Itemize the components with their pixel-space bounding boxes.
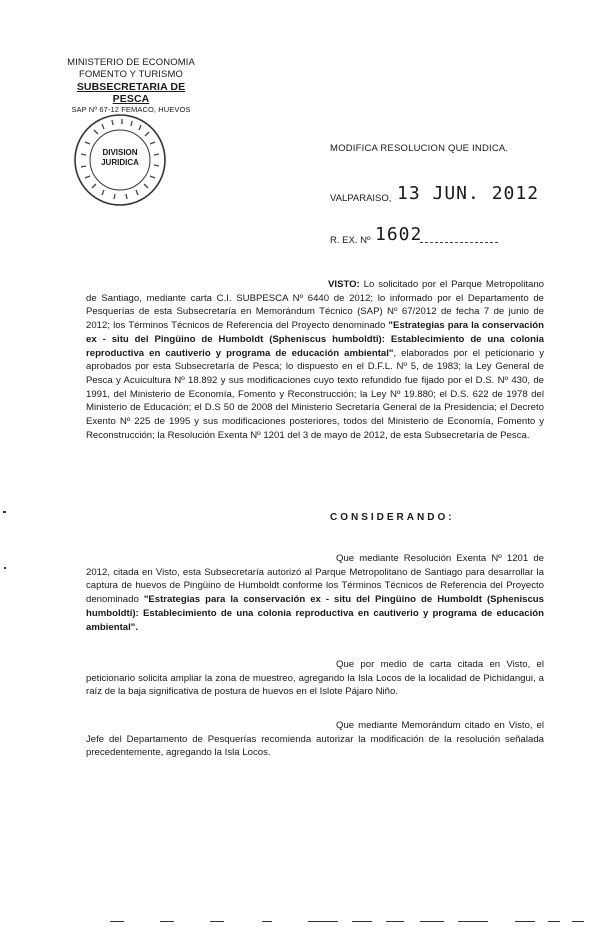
rex-label: R. EX. Nº [330, 235, 371, 246]
document-date: 13 JUN. 2012 [397, 183, 540, 204]
footer-rule [160, 921, 174, 922]
margin-mark [3, 511, 6, 513]
footer-rule [515, 921, 535, 922]
visto-paragraph: VISTO: Lo solicitado por el Parque Metropolitano de Santiago, mediante carta C.I. SUBPESCA Nº 6440 de 2012; lo informado por el Departamento de Pesquerías de esta Subsecretaría en Memorándum Técnico (SAP) Nº 67/2012 de fecha 7 de junio de 2012; los Términos Técnicos de Referencia del Proyecto denominado "Estrategias para la conservación ex - situ del Pingüino de Humboldt (Spheniscus humboldti): Establecimiento de una colonia reproductiva en cautiverio y programa de educación ambiental", elaborados por el peticionario y aprobados por esta Subsecretaría de Pesca; lo dispuesto en el D.F.L. Nº 5, de 1983; la Ley General de Pesca y Acuicultura Nº 18.892 y sus modificaciones cuyo texto refundido fue fijado por el D.S. Nº 430, de 1991, del Ministerio de Economía, Fomento y Reconstrucción; la Ley Nº 19.880; el D.S. 622 de 1978 del Ministerio de Educación; el D.S 50 de 2008 del Ministerio Secretaría General de la Presidencia; el Decreto Exento Nº 225 de 1995 y sus modificaciones posteriores, todos del Ministerio de Economía, Fomento y Reconstrucción; la Resolución Exenta Nº 1201 del 3 de mayo de 2012, de esta Subsecretaría de Pesca. [86, 279, 545, 441]
considerando-3: Que mediante Memorándum citado en Visto, el Jefe del Departamento de Pesquerías recomienda autorizar la modificación de la resolución señalada precedentemente, agregando la Isla Locos. [86, 720, 544, 759]
footer-rule [308, 921, 338, 922]
division-juridica-stamp [72, 112, 168, 208]
footer-rule [572, 921, 584, 922]
considerando-1: Que mediante Resolución Exenta Nº 1201 de 2012, citada en Visto, esta Subsecretaría autorizó al Parque Metropolitano de Santiago para desarrollar la captura de huevos de Pingüino de Humboldt conforme los Términos Técnicos de Referencia del Proyecto denominado "Estrategias para la conservación ex - situ del Pingüino de Humboldt (Spheniscus humboldti): Establecimiento de una colonia reproductiva en cautiverio y programa de educación ambiental". [86, 553, 544, 633]
footer-rule [352, 921, 372, 922]
margin-mark [4, 567, 6, 569]
considerando-heading: CONSIDERANDO: [330, 512, 455, 523]
footer-rule [386, 921, 404, 922]
sap-reference: SAP Nº 67-12 FEMACO, HUEVOS [71, 105, 191, 114]
ministry-header [60, 57, 202, 115]
rex-number: 1602 [375, 224, 423, 245]
document-place: VALPARAISO, [330, 193, 392, 204]
subsecretaria-title: SUBSECRETARIA DE PESCA [76, 81, 186, 105]
footer-rule [458, 921, 488, 922]
document-reference: MODIFICA RESOLUCION QUE INDICA. [330, 143, 509, 154]
footer-rule [420, 921, 444, 922]
considerando-2: Que por medio de carta citada en Visto, el peticionario solicita ampliar la zona de muestreo, agregando la Isla Locos de la localidad de Pichidangui, a raíz de la baja significativa de postura de huevos en el Islote Pájaro Niño. [86, 659, 544, 698]
ministry-line-1: MINISTERIO DE ECONOMIA [67, 57, 195, 68]
footer-rule [210, 921, 224, 922]
footer-rule [110, 921, 124, 922]
stamp-label: DIVISION JURIDICA [101, 148, 139, 167]
footer-rule [548, 921, 560, 922]
ministry-line-2: FOMENTO Y TURISMO [79, 69, 183, 80]
footer-rule [262, 921, 272, 922]
visto-label: VISTO: [328, 279, 360, 290]
rex-underline [420, 242, 498, 243]
